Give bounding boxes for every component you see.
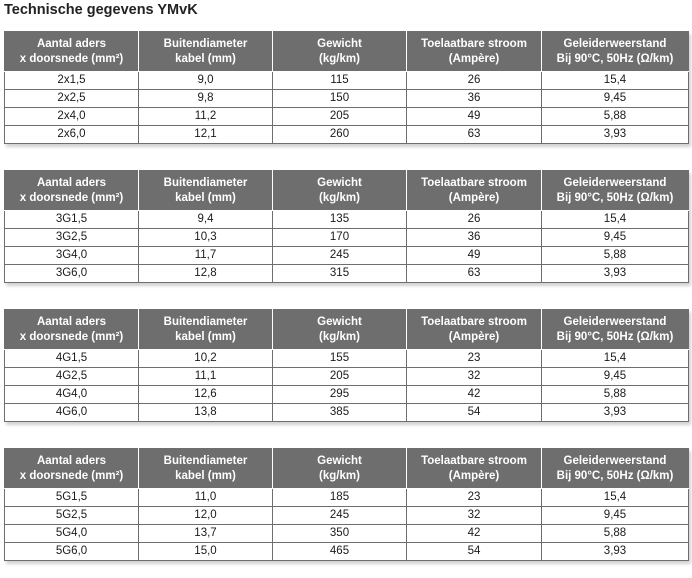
header-diameter: Buitendiameter kabel (mm)	[139, 449, 273, 489]
table-row: 2x2,5 9,8 150 36 9,45	[5, 90, 689, 108]
header-resistance: Geleiderweerstand Bij 90°C, 50Hz (Ω/km)	[542, 310, 689, 350]
table-row: 3G2,5 10,3 170 36 9,45	[5, 229, 689, 247]
table-header-row	[5, 32, 689, 72]
spec-table-3-core	[4, 170, 689, 283]
header-current: Toelaatbare stroom (Ampère)	[407, 171, 542, 211]
table-row: 4G6,0 13,8 385 54 3,93	[5, 404, 689, 422]
table-row: 4G4,0 12,6 295 42 5,88	[5, 386, 689, 404]
header-weight: Gewicht (kg/km)	[273, 449, 407, 489]
table-header-row	[5, 171, 689, 211]
table-row: 2x4,0 11,2 205 49 5,88	[5, 108, 689, 126]
table-row: 3G6,0 12,8 315 63 3,93	[5, 265, 689, 283]
header-weight: Gewicht (kg/km)	[273, 310, 407, 350]
header-weight: Gewicht (kg/km)	[273, 32, 407, 72]
table-header-row	[5, 449, 689, 489]
table-row: 5G2,5 12,0 245 32 9,45	[5, 507, 689, 525]
header-current: Toelaatbare stroom (Ampère)	[407, 310, 542, 350]
header-cores: Aantal aders x doorsnede (mm²)	[5, 449, 139, 489]
table-row: 5G6,0 15,0 465 54 3,93	[5, 543, 689, 561]
header-cores: Aantal aders x doorsnede (mm²)	[5, 310, 139, 350]
header-diameter: Buitendiameter kabel (mm)	[139, 171, 273, 211]
table-row: 2x1,5 9,0 115 26 15,4	[5, 72, 689, 90]
header-resistance: Geleiderweerstand Bij 90°C, 50Hz (Ω/km)	[542, 32, 689, 72]
table-row: 3G1,5 9,4 135 26 15,4	[5, 211, 689, 229]
table-row: 4G2,5 11,1 205 32 9,45	[5, 368, 689, 386]
page-title: Technische gegevens YMvK	[4, 2, 198, 18]
header-cores: Aantal aders x doorsnede (mm²)	[5, 171, 139, 211]
table-row: 3G4,0 11,7 245 49 5,88	[5, 247, 689, 265]
spec-table-2-core	[4, 31, 689, 144]
spec-table-5-core	[4, 448, 689, 561]
table-row: 5G1,5 11,0 185 23 15,4	[5, 489, 689, 507]
header-current: Toelaatbare stroom (Ampère)	[407, 32, 542, 72]
header-resistance: Geleiderweerstand Bij 90°C, 50Hz (Ω/km)	[542, 171, 689, 211]
header-diameter: Buitendiameter kabel (mm)	[139, 32, 273, 72]
table-row: 4G1,5 10,2 155 23 15,4	[5, 350, 689, 368]
table-header-row	[5, 310, 689, 350]
header-weight: Gewicht (kg/km)	[273, 171, 407, 211]
header-resistance: Geleiderweerstand Bij 90°C, 50Hz (Ω/km)	[542, 449, 689, 489]
header-diameter: Buitendiameter kabel (mm)	[139, 310, 273, 350]
spec-table-4-core	[4, 309, 689, 422]
table-row: 5G4,0 13,7 350 42 5,88	[5, 525, 689, 543]
header-cores: Aantal aders x doorsnede (mm²)	[5, 32, 139, 72]
table-row: 2x6,0 12,1 260 63 3,93	[5, 126, 689, 144]
header-current: Toelaatbare stroom (Ampère)	[407, 449, 542, 489]
